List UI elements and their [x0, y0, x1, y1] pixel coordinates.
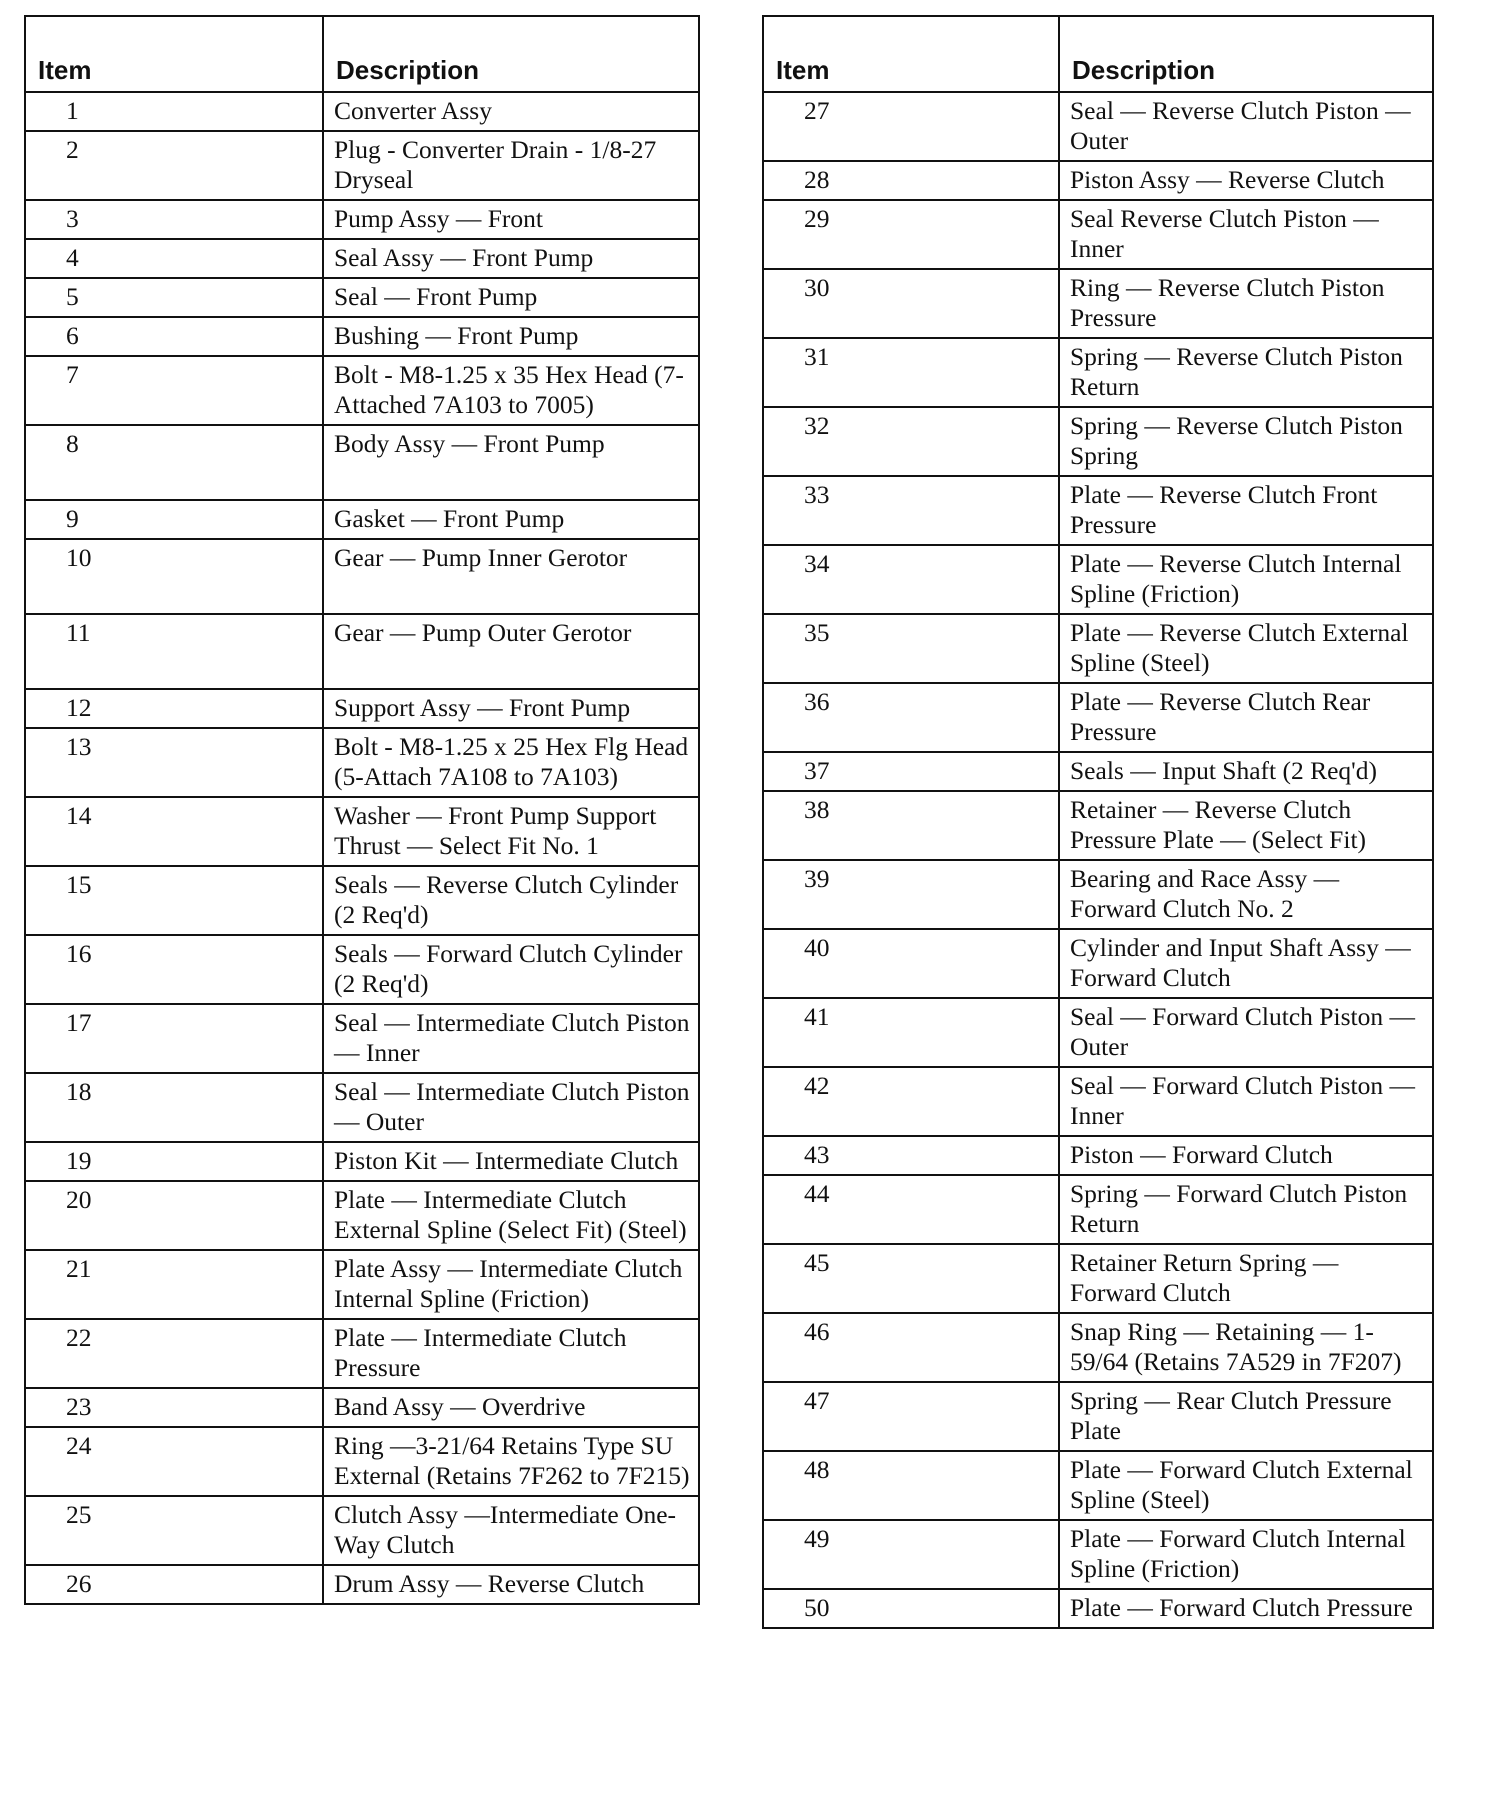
item-description: Plate — Forward Clutch Pressure [1059, 1589, 1433, 1628]
item-description: Ring —3-21/64 Retains Type SU External (Retains 7F262 to 7F215) [323, 1427, 699, 1496]
item-number: 22 [25, 1319, 323, 1388]
item-description: Washer — Front Pump Support Thrust — Select Fit No. 1 [323, 797, 699, 866]
table-row [763, 545, 1433, 614]
table-row [25, 1181, 699, 1250]
item-number: 25 [25, 1496, 323, 1565]
table-row [25, 425, 699, 500]
table-row [763, 1520, 1433, 1589]
item-number: 18 [25, 1073, 323, 1142]
item-description: Spring — Reverse Clutch Piston Return [1059, 338, 1433, 407]
item-description: Bolt - M8-1.25 x 25 Hex Flg Head (5-Attach 7A108 to 7A103) [323, 728, 699, 797]
item-description: Seals — Input Shaft (2 Req'd) [1059, 752, 1433, 791]
table-row [763, 791, 1433, 860]
table-row [25, 131, 699, 200]
item-description: Spring — Rear Clutch Pressure Plate [1059, 1382, 1433, 1451]
table-row [763, 1067, 1433, 1136]
item-number: 27 [763, 92, 1059, 161]
item-number: 32 [763, 407, 1059, 476]
header-description: Description [1059, 16, 1433, 92]
table-row [25, 614, 699, 689]
item-number: 42 [763, 1067, 1059, 1136]
item-description: Seal — Forward Clutch Piston — Outer [1059, 998, 1433, 1067]
item-description: Seal — Reverse Clutch Piston — Outer [1059, 92, 1433, 161]
table-row [25, 1319, 699, 1388]
item-description: Plate — Reverse Clutch External Spline (Steel) [1059, 614, 1433, 683]
item-description: Retainer Return Spring — Forward Clutch [1059, 1244, 1433, 1313]
item-description: Gasket — Front Pump [323, 500, 699, 539]
item-description: Plate — Intermediate Clutch Pressure [323, 1319, 699, 1388]
item-number: 1 [25, 92, 323, 131]
table-row [25, 1142, 699, 1181]
table-row [763, 683, 1433, 752]
item-description: Seal — Intermediate Clutch Piston — Outer [323, 1073, 699, 1142]
item-number: 43 [763, 1136, 1059, 1175]
item-description: Seal — Front Pump [323, 278, 699, 317]
item-description: Plate — Reverse Clutch Rear Pressure [1059, 683, 1433, 752]
item-number: 30 [763, 269, 1059, 338]
item-number: 28 [763, 161, 1059, 200]
item-number: 31 [763, 338, 1059, 407]
item-number: 9 [25, 500, 323, 539]
table-row [25, 797, 699, 866]
table-row [25, 1004, 699, 1073]
table-row [763, 200, 1433, 269]
item-description: Gear — Pump Outer Gerotor [323, 614, 699, 689]
item-description: Seals — Forward Clutch Cylinder (2 Req'd) [323, 935, 699, 1004]
item-number: 7 [25, 356, 323, 425]
item-description: Piston — Forward Clutch [1059, 1136, 1433, 1175]
item-number: 6 [25, 317, 323, 356]
item-number: 29 [763, 200, 1059, 269]
table-row [763, 1313, 1433, 1382]
header-row [763, 16, 1433, 92]
item-description: Seal Assy — Front Pump [323, 239, 699, 278]
item-description: Converter Assy [323, 92, 699, 131]
item-number: 33 [763, 476, 1059, 545]
table-row [25, 1496, 699, 1565]
parts-table-left [24, 15, 700, 1605]
header-row [25, 16, 699, 92]
item-description: Plate — Reverse Clutch Front Pressure [1059, 476, 1433, 545]
item-description: Cylinder and Input Shaft Assy — Forward Clutch [1059, 929, 1433, 998]
table-row [763, 752, 1433, 791]
item-number: 12 [25, 689, 323, 728]
item-description: Seal Reverse Clutch Piston — Inner [1059, 200, 1433, 269]
table-row [25, 1565, 699, 1604]
item-description: Drum Assy — Reverse Clutch [323, 1565, 699, 1604]
item-number: 35 [763, 614, 1059, 683]
item-description: Retainer — Reverse Clutch Pressure Plate — (Select Fit) [1059, 791, 1433, 860]
item-number: 8 [25, 425, 323, 500]
table-row [763, 1136, 1433, 1175]
table-row [25, 356, 699, 425]
table-row [25, 689, 699, 728]
table-row [25, 1388, 699, 1427]
table-row [763, 269, 1433, 338]
item-number: 38 [763, 791, 1059, 860]
table-row [763, 1451, 1433, 1520]
item-number: 24 [25, 1427, 323, 1496]
item-number: 44 [763, 1175, 1059, 1244]
table-row [25, 866, 699, 935]
item-number: 46 [763, 1313, 1059, 1382]
item-number: 39 [763, 860, 1059, 929]
item-description: Plate — Forward Clutch External Spline (Steel) [1059, 1451, 1433, 1520]
item-description: Plate — Reverse Clutch Internal Spline (Friction) [1059, 545, 1433, 614]
item-number: 4 [25, 239, 323, 278]
table-row [25, 92, 699, 131]
table-row [25, 317, 699, 356]
table-row [25, 500, 699, 539]
item-number: 17 [25, 1004, 323, 1073]
table-row [763, 1382, 1433, 1451]
item-description: Bushing — Front Pump [323, 317, 699, 356]
item-number: 5 [25, 278, 323, 317]
item-description: Bolt - M8-1.25 x 35 Hex Head (7-Attached 7A103 to 7005) [323, 356, 699, 425]
item-description: Spring — Forward Clutch Piston Return [1059, 1175, 1433, 1244]
table-row [763, 998, 1433, 1067]
item-description: Gear — Pump Inner Gerotor [323, 539, 699, 614]
item-description: Piston Assy — Reverse Clutch [1059, 161, 1433, 200]
table-row [25, 935, 699, 1004]
item-description: Plate — Intermediate Clutch External Spline (Select Fit) (Steel) [323, 1181, 699, 1250]
item-description: Support Assy — Front Pump [323, 689, 699, 728]
item-number: 40 [763, 929, 1059, 998]
table-row [25, 1427, 699, 1496]
item-number: 36 [763, 683, 1059, 752]
item-number: 20 [25, 1181, 323, 1250]
table-row [763, 929, 1433, 998]
item-description: Seals — Reverse Clutch Cylinder (2 Req'd) [323, 866, 699, 935]
header-description: Description [323, 16, 699, 92]
header-item: Item [763, 16, 1059, 92]
table-row [763, 614, 1433, 683]
item-number: 34 [763, 545, 1059, 614]
table-row [763, 860, 1433, 929]
header-item: Item [25, 16, 323, 92]
item-description: Plate — Forward Clutch Internal Spline (Friction) [1059, 1520, 1433, 1589]
item-number: 45 [763, 1244, 1059, 1313]
parts-table-right [762, 15, 1434, 1629]
table-row [25, 200, 699, 239]
item-number: 11 [25, 614, 323, 689]
item-number: 50 [763, 1589, 1059, 1628]
table-row [25, 278, 699, 317]
item-number: 13 [25, 728, 323, 797]
table-row [25, 728, 699, 797]
item-description: Clutch Assy —Intermediate One-Way Clutch [323, 1496, 699, 1565]
item-description: Ring — Reverse Clutch Piston Pressure [1059, 269, 1433, 338]
item-number: 16 [25, 935, 323, 1004]
item-description: Piston Kit — Intermediate Clutch [323, 1142, 699, 1181]
item-number: 49 [763, 1520, 1059, 1589]
item-description: Seal — Intermediate Clutch Piston — Inner [323, 1004, 699, 1073]
table-row [763, 407, 1433, 476]
table-row [25, 1250, 699, 1319]
table-row [763, 161, 1433, 200]
item-number: 14 [25, 797, 323, 866]
item-description: Spring — Reverse Clutch Piston Spring [1059, 407, 1433, 476]
item-description: Plug - Converter Drain - 1/8-27 Dryseal [323, 131, 699, 200]
item-number: 41 [763, 998, 1059, 1067]
item-number: 10 [25, 539, 323, 614]
table-row [763, 338, 1433, 407]
item-description: Bearing and Race Assy — Forward Clutch No. 2 [1059, 860, 1433, 929]
table-row [25, 239, 699, 278]
item-description: Plate Assy — Intermediate Clutch Internal Spline (Friction) [323, 1250, 699, 1319]
item-number: 37 [763, 752, 1059, 791]
table-row [763, 92, 1433, 161]
table-row [763, 1589, 1433, 1628]
item-description: Band Assy — Overdrive [323, 1388, 699, 1427]
item-description: Body Assy — Front Pump [323, 425, 699, 500]
item-number: 48 [763, 1451, 1059, 1520]
item-number: 19 [25, 1142, 323, 1181]
item-number: 3 [25, 200, 323, 239]
item-number: 15 [25, 866, 323, 935]
item-description: Snap Ring — Retaining — 1-59/64 (Retains 7A529 in 7F207) [1059, 1313, 1433, 1382]
table-row [763, 1244, 1433, 1313]
item-description: Pump Assy — Front [323, 200, 699, 239]
table-row [25, 539, 699, 614]
table-row [763, 476, 1433, 545]
table-row [763, 1175, 1433, 1244]
table-row [25, 1073, 699, 1142]
item-number: 26 [25, 1565, 323, 1604]
item-description: Seal — Forward Clutch Piston — Inner [1059, 1067, 1433, 1136]
item-number: 21 [25, 1250, 323, 1319]
item-number: 47 [763, 1382, 1059, 1451]
item-number: 2 [25, 131, 323, 200]
item-number: 23 [25, 1388, 323, 1427]
